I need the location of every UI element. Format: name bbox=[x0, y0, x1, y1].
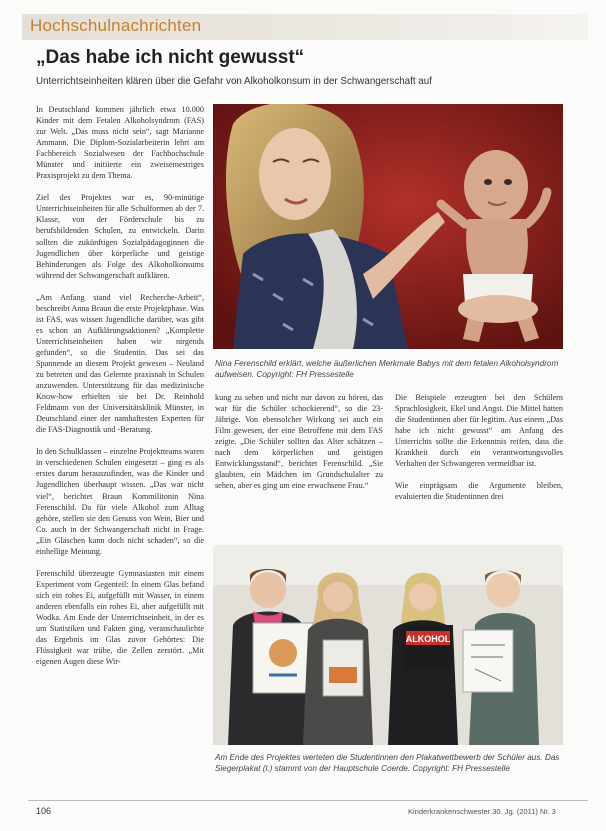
paragraph: Wie einprägsam die Argumente bleiben, evaluierten die Studentinnen drei bbox=[395, 481, 563, 502]
article-column-1 bbox=[36, 104, 204, 678]
photo-caption-2: Am Ende des Projektes werteten die Studentinnen den Plakatwettbewerb der Schüler aus. Das Siegerplakat (l.) stammt von der Hauptschule Coerde. Copyright: FH Pressestelle bbox=[215, 753, 560, 773]
paragraph: Ferenschild überzeugte Gymnasiasten mit einem Experiment vom Gegenteil: In einem Glas befand sich ein rohes Ei, aufgefüllt mit Wasser, in einem anderen ebenfalls ein rohes Ei, aber aufgefüllt mit Wodka. Am Ende der Unterrichtseinheit, in der es um Statistiken und Fakten ging, veranschaulichte das Ergebnis im Glas zuvor Gehörtes: Die Flüssigkeit war trübe, die Zellen zerstört. „Mit eigenen Augen diese Wir- bbox=[36, 568, 204, 667]
paragraph: In den Schulklassen – einzelne Projektteams waren in verschiedenen Schulen eingesetzt – ging es als erstes darum herauszufinden, was die Kinder und Jugendlichen überhaupt wissen. „Das war nicht viel“, berichtet Braun Kommilitonin Nina Ferenschild. Da für viele Alkohol zum Alltag gehöre, stellen sie den Genuss von Wein, Bier und Co. auch in der Schwangerschaft nicht in Frage. „Ein Gläschen kann doch nicht schaden“, so die einhellige Meinung. bbox=[36, 447, 204, 556]
photo-caption-1: Nina Ferenschild erklärt, welche äußerlichen Merkmale Babys mit dem fetalen Alkoholsyndrom aufweisen. Copyright: FH Pressestelle bbox=[215, 359, 559, 379]
article-subheadline: Unterrichtseinheiten klären über die Gefahr von Alkoholkonsum in der Schwangerschaft auf bbox=[36, 76, 432, 87]
paragraph: In Deutschland kommen jährlich etwa 10.000 Kinder mit dem Fetalen Alkoholsyndrom (FAS) zur Welt. „Das muss nicht sein“, sagt Marianne Ammann. Die Diplom-Sozialarbeiterin lehrt am Fachbereich Sozialwesen der Fachhochschule Münster und initiierte ein zweisemestriges Praxisprojekt zu dem Thema. bbox=[36, 105, 204, 181]
photo-student-with-doll bbox=[213, 104, 563, 349]
footer-divider bbox=[28, 800, 588, 801]
paragraph: „Am Anfang stand viel Recherche-Arbeit“, beschreibt Anna Braun die erste Projektphase. Was ist FAS, was wissen Jugendliche darüber, was gibt es schon an Aufklärungsaktionen? „Komplette Unterrichtseinheiten haben wir nirgends gefunden“, so die Studentin. Das sei das Spannende an diesem Projekt gewesen – Neuland zu betreten und das Gelernte praxisnah in Schulen anzuwenden. Unterstützung für das medizinische Know-how erhielten sie bei Dr. Reinhold Feldmann von der Universitätsklinik Münster, in Deutschland einer der namhaftesten Experten für die FAS-Diagnostik und -Beratung. bbox=[36, 292, 204, 435]
photo-student-with-doll-illustration bbox=[213, 104, 563, 349]
paragraph: kung zu sehen und nicht nur davon zu hören, das war für die Schüler schockierend“, so die 23-Jährige. Von ebensolcher Wirkung sei auch ein Film gewesen, der eine Betroffene mit dem FAS zeigte. „Die Schüler sollten das Alter schätzen – nach dem körperlichen und geistigen Entwicklungsstand“, berichtet Ferenschild. „Sie glaubten, ein Mädchen im Grundschulalter zu sehen, aber es ging um eine erwachsene Frau.“ bbox=[215, 393, 383, 491]
poster-word: ALKOHOL bbox=[405, 634, 451, 644]
article-column-2 bbox=[215, 392, 383, 502]
paragraph: Ziel des Projektes war es, 90-minütige Unterrichtseinheiten für alle Schulformen ab der 7. Klasse, von der Förderschule bis zu berufsbildenden Schulen, zu entwickeln. Darin sollten die zukünftigen Sozialpädagoginnen die Jugendlichen über körperliche und geistige Behinderungen als Folge des Alkoholkonsums während der Schwangerschaft aufklären. bbox=[36, 193, 204, 280]
paragraph: Die Beispiele erzeugten bei den Schülern Sprachlosigkeit, Ekel und Angst. Die Mittel hatten die Studentinnen aber für legitim. Aus einem „Das habe ich nicht gewusst“ am Anfang des Unterrichts sollte die Erkenntnis reifen, dass die Krankheit durch ein verantwortungsvolles Verhalten der Schwangeren vermeidbar ist. bbox=[395, 393, 563, 469]
photo-students-with-posters-illustration bbox=[213, 545, 563, 745]
page-number: 106 bbox=[36, 806, 52, 816]
photo-students-with-posters bbox=[213, 545, 563, 745]
article-column-3 bbox=[395, 392, 563, 513]
section-title: Hochschulnachrichten bbox=[30, 16, 202, 35]
article-headline: „Das habe ich nicht gewusst“ bbox=[36, 47, 305, 68]
journal-citation: Kinderkrankenschwester 30. Jg. (2011) Nr. 3 bbox=[408, 807, 556, 816]
